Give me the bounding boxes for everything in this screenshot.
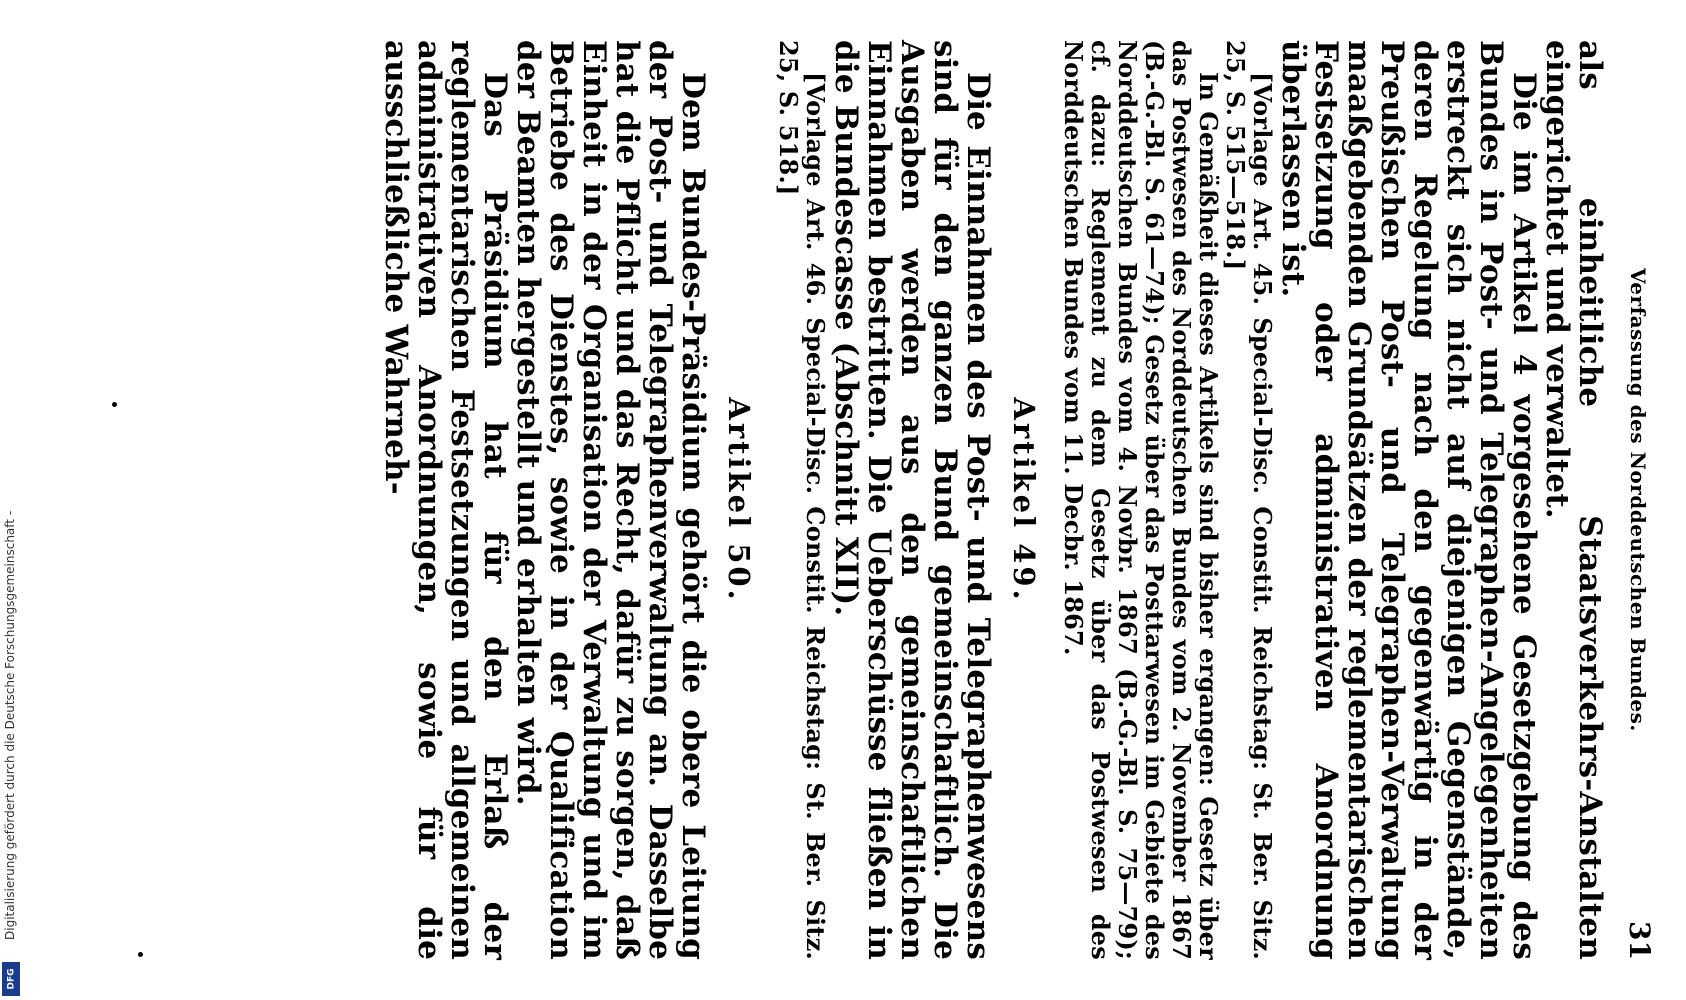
credit-text: Digitalisierung gefördert durch die Deutsche Forschungsgemeinschaft -: [3, 510, 17, 940]
running-title: Verfassung des Norddeutschen Bundes.: [1626, 268, 1650, 732]
note-3: [Vorlage Art. 46. Special-Disc. Constit. Reichstag: St. Ber. Sitz. 25, S. 518.]: [774, 40, 830, 960]
dfg-logo: DFG: [2, 962, 20, 996]
paragraph-5: Das Präsidium hat für den Erlaß der reglementarischen Festsetzungen und allgemeinen administrativen Anordnungen, sowie für die ausschließliche Wahrneh-: [378, 40, 513, 960]
paragraph-1: als einheitliche Staatsverkehrs-Anstalten eingerichtet und verwaltet.: [1539, 40, 1608, 960]
speck-mark: [112, 402, 117, 407]
page-header: [1610, 40, 1656, 960]
speck-mark: [138, 952, 143, 957]
page-number: 31: [1623, 921, 1656, 960]
article-50-heading: Artikel 50.: [722, 397, 756, 603]
paragraph-4: Dem Bundes-Präsidium gehört die obere Leitung der Post- und Telegraphenverwaltung an. Dasselbe hat die Pflicht und das Recht, dafür zu sorgen, daß Einheit in der Organisation der Verwaltung und im Betriebe des Dienstes, sowie in der Qualification der Beamten hergestellt und erhalten wird.: [510, 40, 711, 960]
paragraph-3: Die Einnahmen des Post- und Telegraphenwesens sind für den ganzen Bund gemeinschaftlich. Die Ausgaben werden aus den gemeinschaftlichen Einnahmen bestritten. Die Ueberschüsse fließen in die Bundescasse (Abschnitt XII).: [828, 40, 996, 960]
page-body: [379, 40, 1606, 960]
note-1: [Vorlage Art. 45. Special-Disc. Constit. Reichstag: St. Ber. Sitz. 25, S. 515—518.]: [1221, 40, 1277, 960]
article-49-heading: Artikel 49.: [1007, 397, 1041, 603]
note-2: In Gemäßheit dieses Artikels sind bisher ergangen: Gesetz über das Postwesen des Norddeutschen Bundes vom 2. November 1867 (B.-G.-Bl. S. 61—74); Gesetz über das Posttarwesen im Gebiete des Norddeutschen Bundes vom 4. Novbr. 1867 (B.-G.-Bl. S. 75—79); cf. dazu: Reglement zu dem Gesetz über das Postwesen des Norddeutschen Bundes vom 11. Decbr. 1867.: [1059, 40, 1223, 960]
paragraph-2: Die im Artikel 4 vorgesehene Gesetzgebung des Bundes in Post- und Telegraphen-Angelegenheiten erstreckt sich nicht auf diejenigen Gegenstände, deren Regelung nach den gegenwärtig in der Preußischen Post- und Telegraphen-Verwaltung maaßgebenden Grundsätzen der reglementarischen Festsetzung oder administrativen Anordnung überlassen ist.: [1275, 40, 1542, 960]
